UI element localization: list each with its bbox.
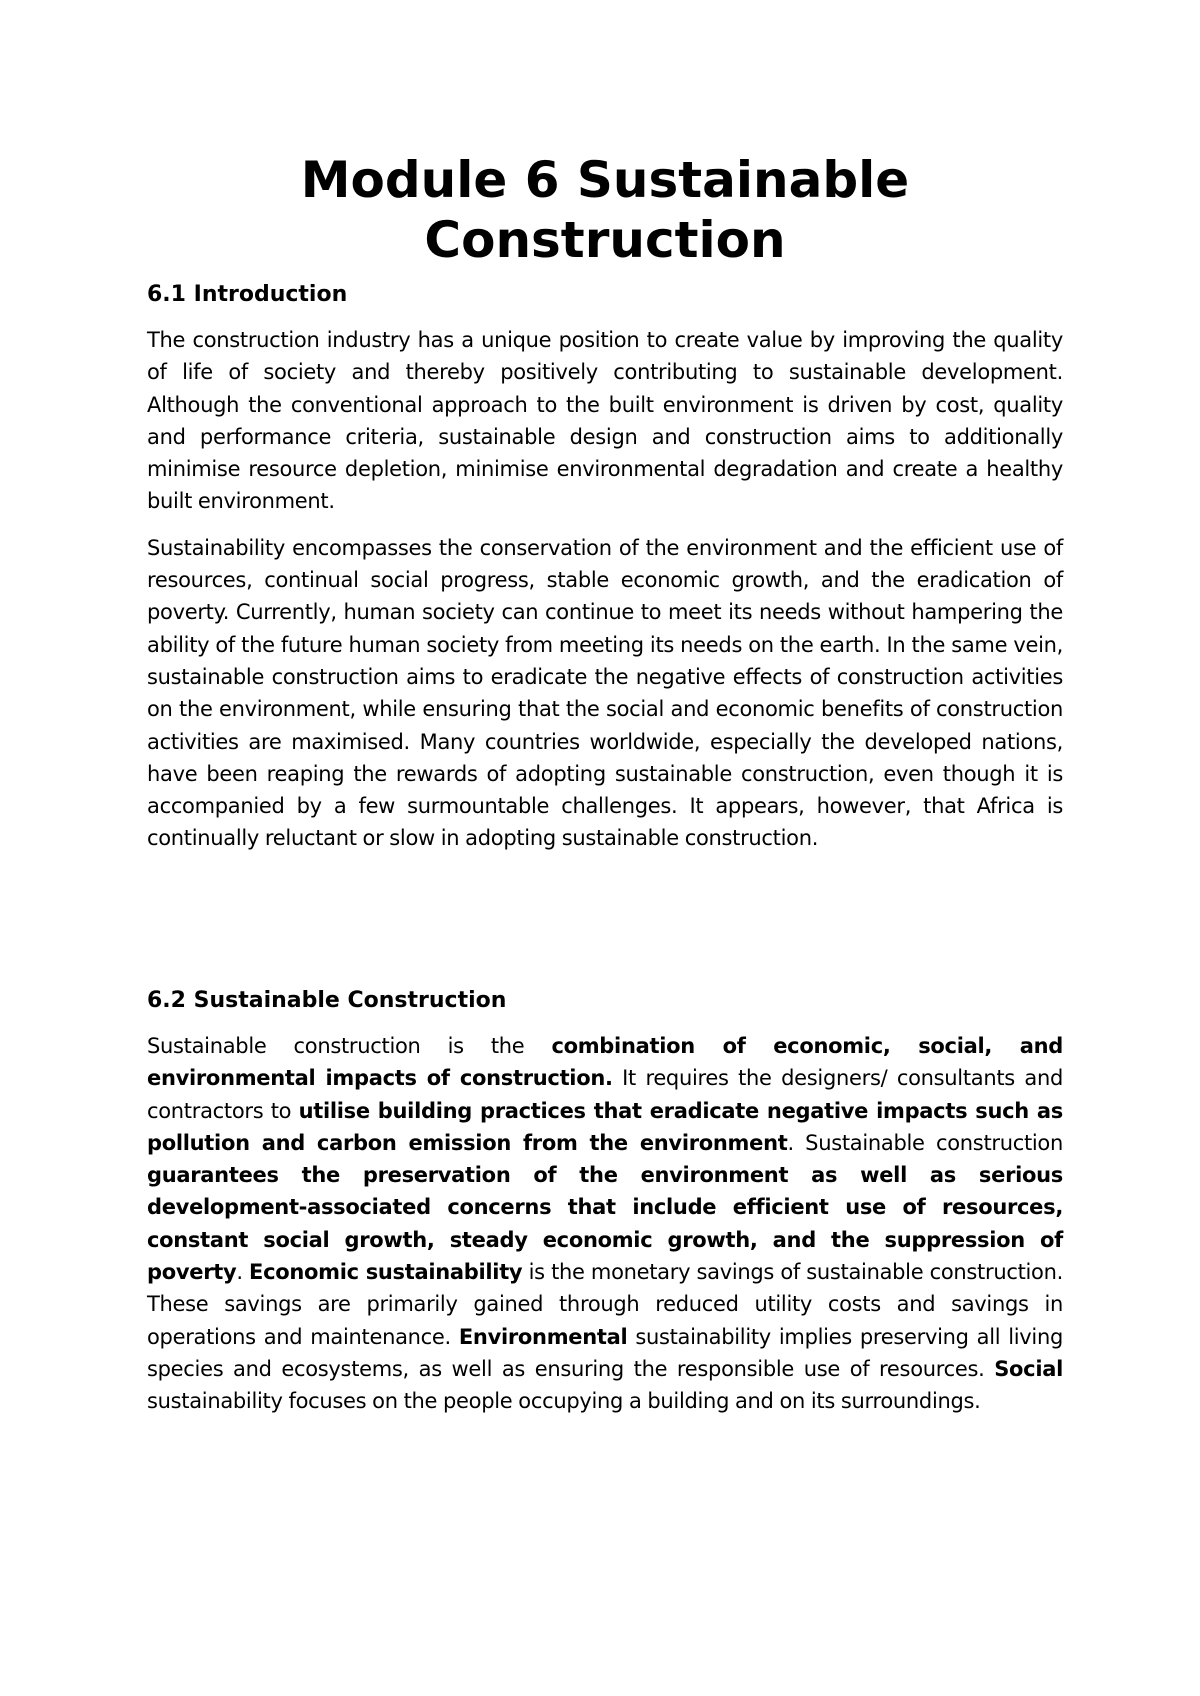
text-run: sustainability implies preserving all living species and ecosystems, as well as ensuring the responsible use of resources.	[147, 1324, 1063, 1381]
sustainable-construction-paragraph	[147, 1030, 1063, 1418]
bold-run: utilise building practices that eradicate negative impacts such as pollution and carbon emission from the environment	[147, 1098, 1063, 1155]
page-title: Module 6 Sustainable Construction	[300, 151, 910, 269]
text-run: . Sustainable construction	[787, 1130, 1063, 1155]
section-heading-sustainable-construction: 6.2 Sustainable Construction	[147, 988, 507, 1013]
section-sustainable-construction	[147, 986, 1063, 1432]
bold-run: Economic sustainability	[249, 1260, 523, 1285]
bold-run: combination of economic, social, and environmental impacts of construction.	[147, 1034, 1063, 1091]
introduction-paragraph-2: Sustainability encompasses the conservation of the environment and the efficient use of resources, continual social progress, stable economic growth, and the eradication of poverty. Currently, human society can continue to meet its needs without hampering the ability of the future human society from meeting its needs on the earth. In the same vein, sustainable construction aims to eradicate the negative effects of construction activities on the environment, while ensuring that the social and economic benefits of construction activities are maximised. Many countries worldwide, especially the developed nations, have been reaping the rewards of adopting sustainable construction, even though it is accompanied by a few surmountable challenges. It appears, however, that Africa is continually reluctant or slow in adopting sustainable construction.	[147, 535, 1063, 851]
text-run: .	[236, 1260, 250, 1285]
bold-run: Social	[994, 1356, 1063, 1381]
introduction-paragraph-1: The construction industry has a unique position to create value by improving the quality of life of society and thereby positively contributing to sustainable development. Although the conventional approach to the built environment is driven by cost, quality and performance criteria, sustainable design and construction aims to additionally minimise resource depletion, minimise environmental degradation and create a healthy built environment.	[147, 328, 1063, 514]
bold-run: Environmental	[458, 1324, 628, 1349]
section-introduction	[147, 280, 1063, 869]
text-run: Sustainable construction is the	[147, 1034, 552, 1058]
text-run: It requires the designers/ consultants and contractors to	[147, 1066, 1064, 1123]
section-heading-introduction: 6.1 Introduction	[147, 282, 348, 307]
bold-run: guarantees the preservation of the environment as well as serious development-associated concerns that include efficient use of resources, constant social growth, steady economic growth, and the suppression of poverty	[147, 1163, 1063, 1285]
text-run: sustainability focuses on the people occupying a building and on its surroundings.	[147, 1389, 981, 1414]
text-run: is the monetary savings of sustainable construction. These savings are primarily gained through reduced utility costs and savings in operations and maintenance.	[147, 1260, 1063, 1349]
